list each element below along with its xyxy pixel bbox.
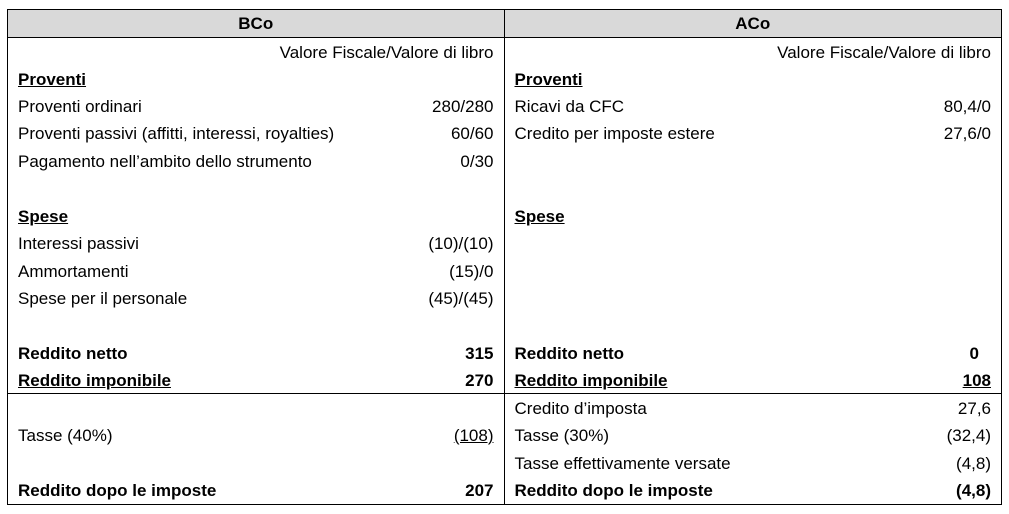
row-value: 108 [962,370,991,390]
bco-spese-row [8,230,504,257]
bco-subheader-row [8,39,504,66]
bco-spese-row [8,258,504,285]
row-label: Spese per il personale [18,289,188,308]
aco-column [505,10,1002,504]
bco-reddito-imponibile-row [8,367,504,394]
bco-tasse-row [8,422,504,449]
row-value: 0 [969,344,979,363]
aco-subheader-row [505,39,1002,66]
bco-header: BCo [8,10,504,38]
bco-spese-heading: Spese [18,207,69,226]
row-label: Tasse (30%) [514,426,609,445]
row-value: (4,8) [956,454,991,473]
bco-reddito-netto-row [8,340,504,367]
row-value: (108) [453,426,494,445]
aco-proventi-row [505,120,1002,147]
row-label: Reddito imponibile [18,370,171,390]
aco-proventi-heading-row [505,66,1002,93]
bco-proventi-heading: Proventi [18,70,87,89]
row-value: 60/60 [450,124,494,143]
row-value: 0/30 [460,152,494,171]
aco-tasse-row [505,422,1002,449]
row-value: 27,6/0 [943,124,991,143]
row-label: Reddito imponibile [514,370,668,390]
aco-header: ACo [505,10,1002,38]
row-value: 27,6 [957,399,991,418]
row-label: Credito d’imposta [514,399,647,418]
bco-proventi-row [8,120,504,147]
row-value: 80,4/0 [943,97,991,116]
bco-subheader: Valore Fiscale/Valore di libro [279,43,494,62]
row-label: Proventi passivi (affitti, interessi, royalties) [18,124,335,143]
row-label: Tasse effettivamente versate [514,454,731,473]
aco-subheader: Valore Fiscale/Valore di libro [777,43,991,62]
row-value: (32,4) [946,426,991,445]
aco-reddito-imponibile-row [505,367,1002,394]
row-value: 315 [465,344,494,363]
row-label: Interessi passivi [18,234,139,253]
tax-comparison-table [7,9,1002,505]
bco-reddito-dopo-row [8,477,504,504]
row-label: Proventi ordinari [18,97,142,116]
row-value: 280/280 [432,97,494,116]
aco-reddito-dopo-row [505,477,1002,504]
row-label: Ricavi da CFC [514,97,625,116]
row-label: Credito per imposte estere [514,124,715,143]
aco-tasse-versate-row [505,450,1002,477]
row-label: Pagamento nell’ambito dello strumento [18,152,312,171]
row-label: Reddito netto [18,344,128,363]
bco-spese-row [8,285,504,312]
row-value: (4,8) [956,481,991,500]
aco-proventi-row [505,93,1002,120]
bco-proventi-row [8,93,504,120]
bco-proventi-row [8,148,504,175]
aco-spese-heading: Spese [514,207,565,226]
bco-proventi-heading-row [8,66,504,93]
row-label: Ammortamenti [18,262,129,281]
bco-spese-heading-row [8,203,504,230]
row-value: (15)/0 [449,262,494,281]
bco-column [8,10,505,504]
aco-proventi-heading: Proventi [514,70,583,89]
row-value: 270 [465,370,494,390]
aco-credito-row [505,395,1002,422]
aco-spese-heading-row [505,203,1002,230]
row-value: (45)/(45) [428,289,494,308]
row-label: Reddito netto [514,344,625,363]
row-label: Tasse (40%) [18,426,113,445]
row-value: (10)/(10) [428,234,494,253]
aco-reddito-netto-row [505,340,1002,367]
row-label: Reddito dopo le imposte [18,481,217,500]
row-value: 207 [465,481,494,500]
row-label: Reddito dopo le imposte [514,481,713,500]
